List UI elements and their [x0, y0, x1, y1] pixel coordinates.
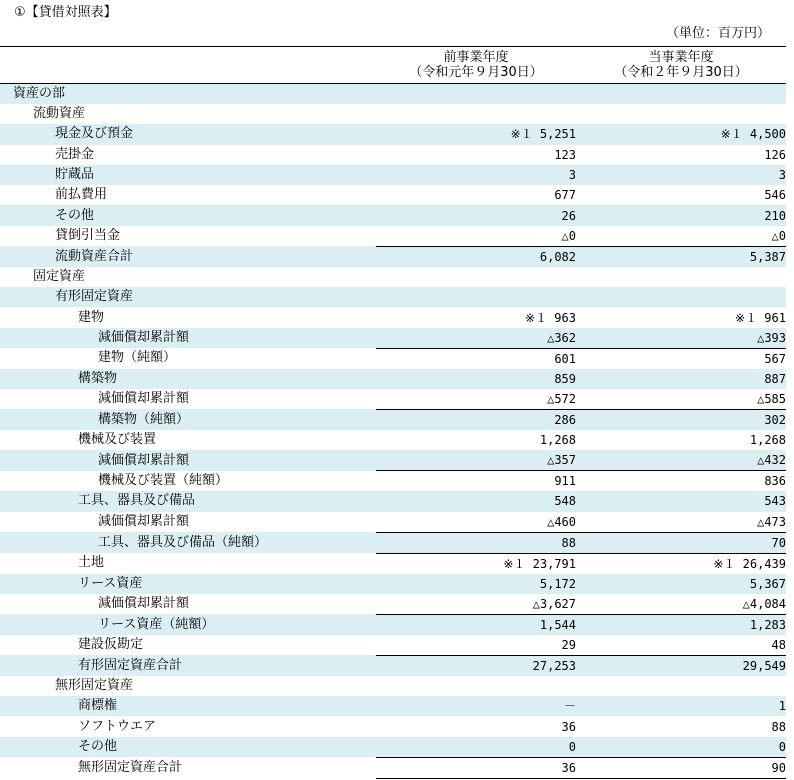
prior-period-value: ※１ 963 — [525, 310, 576, 325]
row-label: 商標権 — [0, 696, 376, 716]
row-label: 固定資産 — [33, 268, 86, 284]
current-period-value: △585 — [757, 391, 786, 406]
prior-period-value: 1,268 — [539, 433, 576, 448]
current-period-value: 887 — [576, 369, 786, 389]
table-row — [0, 450, 786, 471]
prior-period-value: 3 — [376, 165, 576, 185]
current-period-value: 302 — [576, 409, 786, 430]
current-period-value: 546 — [764, 188, 786, 203]
row-label: 建物 — [78, 309, 105, 325]
header-current-period — [576, 47, 786, 84]
table-row — [0, 205, 786, 225]
current-period-value: △473 — [757, 514, 786, 529]
current-period-value: 210 — [576, 205, 786, 225]
table-row — [0, 369, 786, 389]
table-row — [0, 124, 786, 144]
row-label: 工具、器具及び備品 — [0, 491, 376, 511]
current-period-value: 90 — [576, 757, 786, 778]
current-period-value: 70 — [576, 532, 786, 553]
current-period-value: 543 — [576, 491, 786, 511]
table-row — [0, 716, 786, 736]
header-prior-period — [376, 47, 576, 84]
row-label: 流動資産 — [33, 106, 86, 122]
current-period-value: ※１ 26,439 — [576, 553, 786, 574]
current-period-value: 1,268 — [749, 433, 786, 448]
prior-period-value: 1,544 — [376, 614, 576, 635]
current-period-value — [576, 104, 786, 124]
prior-period-value: △460 — [547, 514, 576, 529]
current-period-value: △393 — [576, 328, 786, 349]
row-label: 減価償却累計額 — [98, 391, 190, 407]
current-period-value: 1 — [576, 696, 786, 716]
table-row — [0, 267, 786, 287]
row-label: 有形固定資産 — [0, 287, 376, 307]
current-period-value: △4,084 — [742, 596, 786, 611]
current-period-value: 0 — [576, 737, 786, 758]
prior-period-value: 859 — [376, 369, 576, 389]
prior-period-value: － — [376, 696, 576, 716]
table-row — [0, 145, 786, 165]
balance-sheet-table — [0, 46, 786, 779]
document-title: ①【貸借対照表】 — [14, 5, 117, 20]
current-period-value: 126 — [764, 147, 786, 162]
table-row — [0, 409, 786, 430]
current-period-value: 29,549 — [576, 655, 786, 676]
table-row — [0, 553, 786, 574]
current-period-value: 88 — [771, 719, 786, 734]
row-label: 機械及び装置 — [78, 432, 157, 448]
row-label: 構築物（純額） — [0, 409, 376, 430]
table-row — [0, 328, 786, 349]
row-label: 現金及び預金 — [0, 124, 376, 144]
unit-label: （単位：百万円） — [665, 26, 770, 41]
row-label: 工具、器具及び備品（純額） — [0, 532, 376, 553]
current-period-value: 567 — [576, 348, 786, 369]
prior-period-value: △3,627 — [532, 596, 576, 611]
row-label: ソフトウエア — [78, 718, 157, 734]
table-row — [0, 594, 786, 615]
prior-period-value: △0 — [561, 228, 576, 243]
prior-period-value: 123 — [554, 147, 576, 162]
table-row — [0, 430, 786, 450]
prior-period-value: ※１ 23,791 — [376, 553, 576, 574]
current-period-value: 836 — [576, 471, 786, 492]
row-label: 流動資産合計 — [0, 246, 376, 267]
current-period-value — [576, 287, 786, 307]
prior-period-value: 29 — [561, 637, 576, 652]
table-row — [0, 104, 786, 124]
prior-period-value — [376, 267, 576, 287]
prior-period-value: 88 — [376, 532, 576, 553]
prior-period-value — [376, 676, 576, 696]
row-label: 無形固定資産 — [55, 678, 134, 693]
table-body — [0, 84, 786, 779]
table-row — [0, 491, 786, 511]
prior-period-value: 601 — [376, 348, 576, 369]
row-label: 無形固定資産合計 — [78, 759, 183, 775]
prior-period-value: 5,172 — [376, 574, 576, 594]
prior-period-value: ※１ 5,251 — [376, 124, 576, 144]
table-row — [0, 757, 786, 778]
current-period-value: 1,283 — [576, 614, 786, 635]
current-period-value: 5,387 — [576, 246, 786, 267]
current-period-value — [576, 267, 786, 287]
prior-period-value: 36 — [376, 757, 576, 778]
current-period-title: 当事業年度 — [648, 50, 714, 65]
prior-period-value: △357 — [376, 450, 576, 471]
table-row — [0, 226, 786, 247]
table-row — [0, 574, 786, 594]
row-label: 減価償却累計額 — [0, 328, 376, 349]
current-period-value: △432 — [576, 450, 786, 471]
row-label: 貯蔵品 — [0, 165, 376, 185]
header-label-column — [0, 47, 376, 84]
table-row — [0, 512, 786, 533]
prior-period-value: 6,082 — [376, 246, 576, 267]
table-row — [0, 246, 786, 267]
current-period-value: △0 — [771, 228, 786, 243]
table-row — [0, 165, 786, 185]
row-label: 前払費用 — [55, 187, 108, 203]
row-label: その他 — [0, 205, 376, 225]
row-label: 有形固定資産合計 — [0, 655, 376, 676]
current-period-value: 3 — [576, 165, 786, 185]
row-label: 売掛金 — [55, 146, 95, 162]
row-label: 建物（純額） — [98, 350, 177, 366]
prior-period-value: 26 — [376, 205, 576, 225]
row-label: 減価償却累計額 — [98, 513, 190, 529]
table-row — [0, 696, 786, 716]
table-row — [0, 737, 786, 758]
table-row — [0, 185, 786, 205]
prior-period-value: 548 — [376, 491, 576, 511]
prior-period-value: 36 — [561, 719, 576, 734]
table-row — [0, 287, 786, 307]
current-period-value: 5,367 — [576, 574, 786, 594]
row-label: その他 — [0, 737, 376, 758]
table-row — [0, 84, 786, 105]
current-period-value — [576, 84, 786, 105]
prior-period-value — [376, 287, 576, 307]
prior-period-value: 0 — [376, 737, 576, 758]
row-label: リース資産 — [0, 574, 376, 594]
row-label: 資産の部 — [0, 84, 376, 105]
prior-period-value: 677 — [554, 188, 576, 203]
table-row — [0, 471, 786, 492]
current-period-value — [576, 676, 786, 696]
row-label: 減価償却累計額 — [0, 450, 376, 471]
prior-period-value: 286 — [376, 409, 576, 430]
table-row — [0, 307, 786, 327]
row-label: 構築物 — [0, 369, 376, 389]
prior-period-value — [376, 104, 576, 124]
current-period-value: ※１ 961 — [735, 310, 786, 325]
prior-period-value: 27,253 — [376, 655, 576, 676]
table-row — [0, 348, 786, 369]
table-row — [0, 614, 786, 635]
prior-period-title: 前事業年度 — [443, 50, 509, 65]
prior-period-value: △362 — [376, 328, 576, 349]
current-period-value: 48 — [771, 637, 786, 652]
row-label: リース資産（純額） — [0, 614, 376, 635]
prior-period-value — [376, 84, 576, 105]
prior-period-value: △572 — [547, 391, 576, 406]
prior-period-value: 911 — [376, 471, 576, 492]
table-row — [0, 676, 786, 696]
row-label: 土地 — [78, 555, 105, 571]
row-label: 貸倒引当金 — [55, 228, 121, 244]
table-row — [0, 389, 786, 410]
table-row — [0, 655, 786, 676]
row-label: 建設仮勘定 — [78, 637, 144, 653]
current-period-date: （令和２年９月30日） — [614, 65, 748, 80]
prior-period-date: （令和元年９月30日） — [409, 65, 543, 80]
current-period-value: ※１ 4,500 — [576, 124, 786, 144]
table-row — [0, 635, 786, 656]
table-row — [0, 532, 786, 553]
table-header-row — [0, 47, 786, 84]
row-label: 減価償却累計額 — [98, 596, 190, 612]
row-label: 機械及び装置（純額） — [98, 473, 229, 489]
